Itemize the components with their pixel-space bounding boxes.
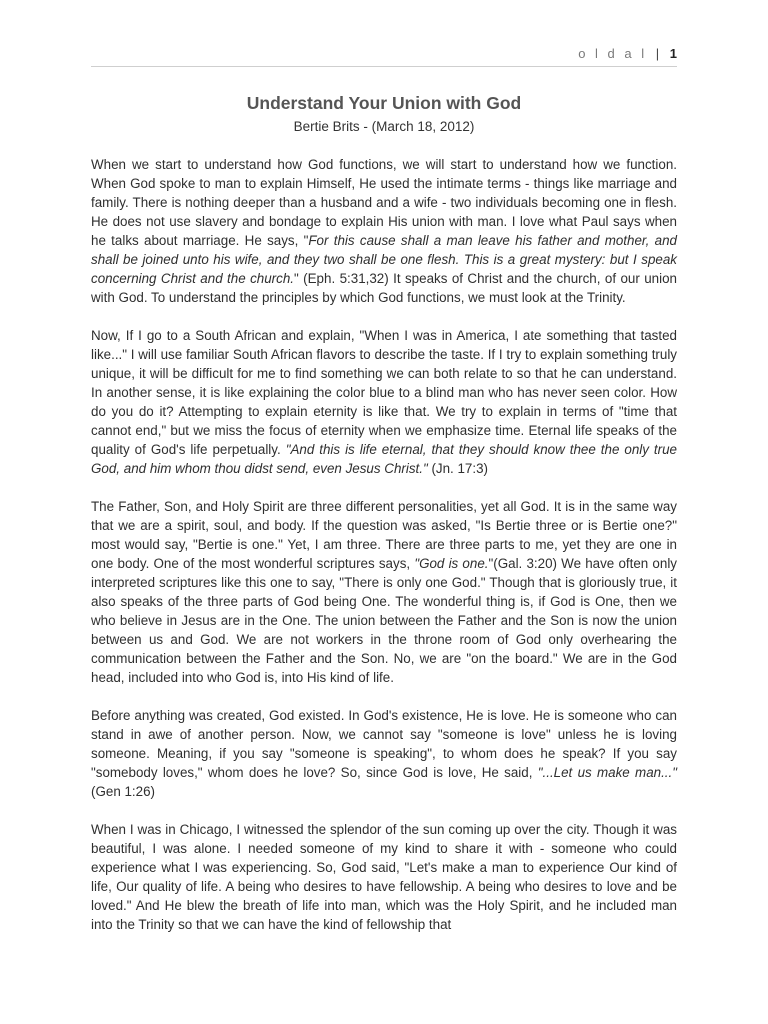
page-header [91,46,677,61]
scripture-quote: For this cause shall a man leave his father and mother, and shall be joined unto his wife, and they two shall be one flesh. This is a great mystery: but I speak concerning Christ and the church. [91,233,677,286]
scripture-quote: "God is one. [414,556,489,571]
page-label: o l d a l [578,46,648,61]
paragraph [91,326,677,478]
page-number: 1 [669,46,677,61]
paragraph-text: (Gen 1:26) [91,784,156,799]
paragraph-text: "(Gal. 3:20) We have often only interpreted scriptures like this one to say, "There is only one God." Though that is gloriously true, it also speaks of the three parts of God being One. The wonderful thing is, if God is One, then we who believe in Jesus are in the One. The union between the Father and the Son is now the union between us and God. We are not workers in the throne room of God only overhearing the communication between the Father and the Son. No, we are "on the board." We are in the God head, included into who God is, into His kind of life. [91,556,677,685]
document-subtitle: Bertie Brits - (March 18, 2012) [293,119,475,134]
scripture-quote: "...Let us make man..." [537,765,678,780]
header-separator: | [655,46,660,61]
paragraph [91,820,677,934]
paragraph-text: When I was in Chicago, I witnessed the splendor of the sun coming up over the city. Though it was beautiful, I was alone. I needed someone of my kind to share it with - someone who could experience what I was experiencing. So, God said, "Let's make a man to experience Our kind of life, Our quality of life. A being who desires to have fellowship. A being who desires to love and be loved." And He blew the breath of life into man, which was the Holy Spirit, and he included man into the Trinity so that we can have the kind of fellowship that [91,822,677,932]
paragraph-text: Now, If I go to a South African and explain, "When I was in America, I ate something that tasted like..." I will use familiar South African flavors to describe the taste. If I try to explain something truly unique, it will be difficult for me to find something we can both relate to so that he can understand. In another sense, it is like explaining the color blue to a blind man who has never seen color. How do you do it? Attempting to explain eternity is like that. We try to explain in terms of "time that cannot end," but we miss the focus of eternity when we emphasize time. Eternal life speaks of the quality of God's life perpetually. [91,328,677,457]
paragraph-text: Before anything was created, God existed. In God's existence, He is love. He is someone who can stand in awe of another person. Now, we cannot say "someone is love" unless he is loving someone. Meaning, if you say "someone is speaking", to whom does he speak? If you say "somebody loves," whom does he love? So, since God is love, He said, [91,708,677,780]
paragraph-text: " (Eph. 5:31,32) It speaks of Christ and the church, of our union with God. To understand the principles by which God functions, we must look at the Trinity. [91,271,677,305]
document-title: Understand Your Union with God [246,93,522,113]
paragraph [91,155,677,307]
header-rule [91,66,677,67]
paragraph [91,706,677,801]
paragraph-text: When we start to understand how God functions, we will start to understand how we function. When God spoke to man to explain Himself, He used the intimate terms - things like marriage and family. There is nothing deeper than a husband and a wife - two individuals becoming one in flesh. He does not use slavery and bondage to explain His union with man. I love what Paul says when he talks about marriage. He says, " [91,157,677,248]
paragraph-text: The Father, Son, and Holy Spirit are three different personalities, yet all God. It is in the same way that we are a spirit, soul, and body. If the question was asked, "Is Bertie three or is Bertie one?" most would say, "Bertie is one." Yet, I am three. There are three parts to me, yet they are one in one body. One of the most wonderful scriptures says, [91,499,677,571]
paragraph [91,497,677,687]
scripture-quote: "And this is life eternal, that they should know thee the only true God, and him whom thou didst send, even Jesus Christ." [91,442,677,476]
paragraph-text: (Jn. 17:3) [427,461,489,476]
document-body [91,155,677,953]
